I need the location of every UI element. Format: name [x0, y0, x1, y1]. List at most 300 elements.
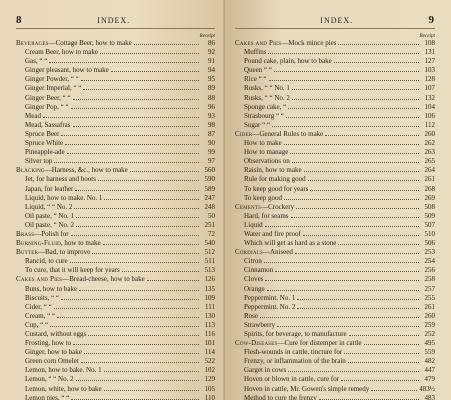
- index-heading: Brass: [16, 229, 35, 238]
- dot-leader: [292, 89, 419, 90]
- receipt-number: 126: [204, 275, 215, 284]
- dot-leader: [334, 62, 419, 63]
- index-entry-label: Strasbourg “ “: [244, 111, 284, 120]
- index-entry: [16, 285, 215, 294]
- right-page-title: INDEX.: [320, 16, 354, 25]
- receipt-number: 91: [208, 57, 215, 66]
- receipt-number: 256: [424, 266, 435, 275]
- index-entry-label: Hard, for seams: [244, 211, 289, 220]
- index-entry-label: Cream, “ “: [25, 311, 56, 320]
- receipt-number: 114: [204, 348, 215, 357]
- index-entry-label: Ginger Imperial, “ “: [25, 84, 82, 93]
- index-entry: [16, 84, 215, 93]
- receipt-number: 506: [424, 239, 435, 248]
- index-entry-label: Hoven in cattle, Mr. Gowen's simple remedy: [244, 384, 370, 393]
- receipt-number: 507: [424, 220, 435, 229]
- right-receipt-column-label: Receipt: [419, 33, 435, 39]
- receipt-number: 112: [424, 120, 435, 129]
- dot-leader: [303, 235, 419, 236]
- index-entry-label: Frosting, how to: [25, 339, 72, 348]
- index-entry: [16, 185, 215, 194]
- dot-leader: [104, 390, 199, 391]
- index-entry: [16, 248, 215, 257]
- index-entry-label: Peppermint. No. 1: [244, 293, 296, 302]
- index-heading: Butter: [16, 248, 38, 257]
- dot-leader: [295, 253, 419, 254]
- dot-leader: [284, 144, 419, 145]
- receipt-number: 94: [208, 66, 215, 75]
- right-page-number: 9: [428, 14, 435, 26]
- index-entry-label: [235, 130, 323, 139]
- index-entry-label: Flesh-wounds in cattle, tincture for: [244, 348, 343, 357]
- receipt-number: 105: [204, 384, 215, 393]
- dot-leader: [54, 162, 199, 163]
- dot-leader: [275, 271, 419, 272]
- receipt-number: 560: [204, 166, 215, 175]
- index-entry-label: Pineapple-ade: [25, 148, 65, 157]
- dot-leader: [79, 290, 199, 291]
- index-entry: [16, 121, 215, 130]
- index-heading: Cider: [235, 129, 253, 138]
- index-entry: [235, 48, 435, 57]
- dot-leader: [349, 335, 419, 336]
- index-entry: [16, 266, 215, 275]
- index-entry: [235, 139, 435, 148]
- dot-leader: [147, 280, 199, 281]
- receipt-number: 508: [424, 202, 435, 211]
- index-heading: Cakes and Pies: [16, 275, 63, 284]
- receipt-number: 495: [424, 339, 435, 348]
- receipt-number: 260: [424, 311, 435, 320]
- receipt-number: 90: [208, 139, 215, 148]
- receipt-number: 107: [424, 84, 435, 93]
- index-entry-label: Cinnamon: [244, 266, 274, 275]
- index-entry-label: [16, 248, 90, 257]
- index-entry: [235, 357, 435, 366]
- index-entry: [16, 321, 215, 330]
- index-entry-label: Hoven or blown in cattle, cure for: [244, 375, 340, 384]
- receipt-number: 113: [204, 320, 215, 329]
- index-entry-label: Spruce Beer: [25, 129, 60, 138]
- dot-leader: [308, 180, 419, 181]
- index-entry: [235, 157, 435, 166]
- receipt-number: 264: [424, 166, 435, 175]
- dot-leader: [364, 344, 420, 345]
- index-entry-label: Rice “ “: [244, 75, 267, 84]
- receipt-number: 109: [204, 293, 215, 302]
- dot-leader: [264, 262, 419, 263]
- receipt-number: 106: [424, 111, 435, 120]
- receipt-number: 92: [208, 48, 215, 57]
- receipt-number: 261: [424, 302, 435, 311]
- index-entry: [235, 94, 435, 103]
- index-heading-rest: —Aniseed: [262, 248, 293, 257]
- index-heading: Cements: [235, 202, 262, 211]
- index-entry-label: Which will get as hard as a stone: [244, 239, 337, 248]
- receipt-number: 254: [424, 257, 435, 266]
- receipt-number: 261: [424, 175, 435, 184]
- index-entry-label: Sugar “ “: [244, 120, 271, 129]
- dot-leader: [84, 353, 199, 354]
- index-entry-label: Liquid, how to make. No. 1: [25, 193, 103, 202]
- dot-leader: [71, 108, 199, 109]
- index-entry: [16, 94, 215, 103]
- index-entry: [235, 148, 435, 157]
- dot-leader: [338, 44, 419, 45]
- index-entry: [16, 312, 215, 321]
- index-heading-rest: —Cottage Beer, how to make: [48, 39, 132, 47]
- dot-leader: [57, 317, 199, 318]
- index-entry-label: Rusks, “ “ No. 2: [244, 93, 290, 102]
- dot-leader: [76, 380, 199, 381]
- receipt-number: 248: [204, 202, 215, 211]
- index-entry: [16, 348, 215, 357]
- receipt-number: 447: [424, 366, 435, 375]
- index-entry: [235, 121, 435, 130]
- index-heading-rest: —Polish for: [34, 229, 69, 238]
- receipt-number: 111: [205, 302, 215, 311]
- index-entry-label: Japan, for leather: [25, 184, 74, 193]
- dot-leader: [122, 271, 199, 272]
- index-entry: [16, 194, 215, 203]
- index-entry: [16, 112, 215, 121]
- index-entry-label: Muffins: [244, 48, 267, 57]
- index-heading: Cakes and Pies: [235, 39, 282, 47]
- index-entry: [16, 75, 215, 84]
- right-index-list: [235, 39, 435, 400]
- receipt-number: 255: [424, 293, 435, 302]
- index-entry: [16, 275, 215, 284]
- receipt-number: 95: [208, 75, 215, 84]
- dot-leader: [92, 253, 199, 254]
- index-entry: [16, 339, 215, 348]
- receipt-number: 257: [424, 284, 435, 293]
- index-entry: [235, 257, 435, 266]
- index-entry-label: Biscuits, “ “: [25, 293, 60, 302]
- receipt-number: 96: [208, 102, 215, 111]
- dot-leader: [67, 153, 199, 154]
- index-entry: [235, 39, 435, 48]
- index-entry-label: [16, 166, 128, 175]
- receipt-number: 247: [204, 193, 215, 202]
- index-entry: [16, 257, 215, 266]
- receipt-number: 589: [204, 184, 215, 193]
- receipt-number: 540: [204, 239, 215, 248]
- left-page-number: 8: [16, 14, 23, 26]
- receipt-number: 130: [204, 311, 215, 320]
- receipt-number: 559: [424, 348, 435, 357]
- dot-leader: [268, 53, 419, 54]
- dot-leader: [75, 190, 199, 191]
- index-entry: [235, 248, 435, 257]
- dot-leader: [286, 117, 419, 118]
- index-entry-label: Lemon pies, “ “: [25, 393, 70, 400]
- index-entry-label: Ginger Beer, “ “: [25, 93, 71, 102]
- dot-leader: [100, 53, 199, 54]
- receipt-number: 101: [204, 339, 215, 348]
- index-entry-label: Raisin, how to make: [244, 166, 302, 175]
- receipt-number: 260: [424, 129, 435, 138]
- dot-leader: [277, 326, 419, 327]
- index-entry: [235, 66, 435, 75]
- dot-leader: [297, 308, 419, 309]
- receipt-number: 483: [424, 393, 435, 400]
- index-heading: Burning-Fluid: [16, 239, 61, 248]
- receipt-number: 99: [208, 148, 215, 157]
- index-heading-rest: , how to make: [60, 239, 101, 248]
- index-entry: [235, 375, 435, 384]
- dot-leader: [81, 80, 199, 81]
- dot-leader: [292, 162, 419, 163]
- dot-leader: [104, 199, 199, 200]
- index-heading: Beverages: [16, 39, 49, 47]
- dot-leader: [76, 226, 199, 227]
- index-entry: [235, 321, 435, 330]
- index-entry: [235, 103, 435, 112]
- right-page: [225, 0, 451, 400]
- receipt-number: 511: [204, 257, 215, 266]
- index-entry: [235, 303, 435, 312]
- dot-leader: [260, 317, 419, 318]
- index-entry: [235, 239, 435, 248]
- dot-leader: [61, 299, 199, 300]
- index-entry: [235, 366, 435, 375]
- index-entry-label: Peppermint. No. 2: [244, 302, 296, 311]
- index-entry: [235, 75, 435, 84]
- index-entry: [235, 166, 435, 175]
- index-entry-label: Mead: [25, 111, 41, 120]
- right-page-header: [235, 14, 435, 29]
- dot-leader: [130, 171, 199, 172]
- dot-leader: [288, 371, 419, 372]
- index-entry-label: Orange: [244, 284, 265, 293]
- index-entry-label: Ginger, how to bake: [25, 348, 82, 357]
- index-entry-label: Liquid, “ “ No. 2: [25, 202, 73, 211]
- index-entry: [235, 312, 435, 321]
- index-entry-label: Citron: [244, 257, 262, 266]
- index-entry-label: Cloves: [244, 275, 264, 284]
- dot-leader: [348, 362, 419, 363]
- dot-leader: [81, 362, 199, 363]
- dot-leader: [50, 326, 199, 327]
- dot-leader: [344, 353, 419, 354]
- receipt-number: 89: [208, 84, 215, 93]
- receipt-number: 252: [424, 330, 435, 338]
- index-entry-label: Water and fire proof: [244, 229, 301, 238]
- index-entry: [235, 294, 435, 303]
- receipt-number: 522: [204, 357, 215, 366]
- index-entry: [235, 212, 435, 221]
- receipt-number: 253: [424, 248, 435, 257]
- index-entry-label: Mead, Sassafras: [25, 120, 71, 129]
- receipt-number: 103: [424, 66, 435, 75]
- receipt-number: 512: [204, 248, 215, 257]
- dot-leader: [88, 335, 199, 336]
- index-entry: [16, 48, 215, 57]
- receipt-number: 97: [208, 157, 215, 166]
- dot-leader: [325, 135, 419, 136]
- index-entry-label: Rule for making good: [244, 175, 306, 184]
- left-index-list: [16, 39, 215, 400]
- dot-leader: [104, 371, 199, 372]
- index-entry-label: Cup, “ “: [25, 320, 49, 329]
- dot-leader: [49, 62, 199, 63]
- index-heading-rest: —Crockery: [261, 202, 295, 211]
- receipt-number: 268: [424, 184, 435, 193]
- receipt-number: 483½: [419, 384, 435, 393]
- index-entry-label: [16, 39, 132, 48]
- dot-leader: [297, 299, 419, 300]
- receipt-number: 265: [424, 157, 435, 166]
- dot-leader: [341, 380, 419, 381]
- index-entry-label: Method to cure the frenzy: [244, 393, 317, 400]
- index-entry-label: Oil paste, “ No. 2: [25, 220, 74, 229]
- receipt-number: 509: [424, 211, 435, 220]
- index-entry: [16, 139, 215, 148]
- index-entry: [235, 230, 435, 239]
- receipt-number: 86: [208, 39, 215, 47]
- index-entry: [16, 330, 215, 339]
- dot-leader: [274, 71, 419, 72]
- receipt-number: 132: [424, 93, 435, 102]
- index-entry: [16, 230, 215, 239]
- dot-leader: [111, 71, 199, 72]
- receipt-number: 479: [424, 375, 435, 384]
- index-heading-rest: —Bread-cheese, how to bake: [62, 275, 145, 284]
- dot-leader: [304, 171, 419, 172]
- index-entry-label: Liquid: [244, 220, 263, 229]
- index-entry: [235, 221, 435, 230]
- receipt-number: 102: [204, 366, 215, 375]
- index-entry-label: Cider, “ “: [25, 302, 52, 311]
- receipt-number: 93: [208, 111, 215, 120]
- dot-leader: [292, 99, 419, 100]
- dot-leader: [296, 208, 419, 209]
- index-entry: [16, 175, 215, 184]
- index-entry-label: Queen “ “: [244, 66, 272, 75]
- index-entry-label: [235, 39, 336, 48]
- left-page: [0, 0, 225, 400]
- index-entry: [16, 203, 215, 212]
- index-heading: Cow-Diseases: [235, 339, 278, 348]
- dot-leader: [65, 144, 199, 145]
- dot-leader: [265, 280, 419, 281]
- left-page-header: [16, 14, 215, 29]
- index-entry-label: Green corn Omelet: [25, 357, 79, 366]
- index-entry: [16, 212, 215, 221]
- dot-leader: [269, 80, 419, 81]
- receipt-number: 262: [424, 139, 435, 148]
- receipt-number: 135: [204, 284, 215, 293]
- index-entry: [235, 130, 435, 139]
- dot-leader: [290, 153, 419, 154]
- dot-leader: [288, 108, 419, 109]
- index-entry-label: Rancid, to cure: [25, 257, 68, 266]
- left-receipt-column-label: Receipt: [199, 33, 215, 39]
- dot-leader: [98, 180, 199, 181]
- index-entry: [16, 157, 215, 166]
- index-entry-label: Spruce White: [25, 139, 64, 148]
- left-page-title: INDEX.: [97, 16, 131, 25]
- index-entry-label: Spirits, for beverage, to manufacture: [244, 330, 347, 338]
- index-entry: [16, 394, 215, 400]
- index-entry-label: Oil paste, “ No. 1: [25, 211, 74, 220]
- dot-leader: [291, 217, 419, 218]
- index-entry-label: Observations on: [244, 157, 290, 166]
- index-entry-label: Cream Beer, how to make: [25, 48, 99, 57]
- dot-leader: [103, 244, 199, 245]
- index-entry: [235, 394, 435, 400]
- index-entry-label: [235, 203, 294, 212]
- index-entry: [16, 221, 215, 230]
- index-entry-label: Lemon, white, how to bake: [25, 384, 102, 393]
- index-entry: [16, 239, 215, 248]
- index-heading-rest: —Mock mince pies: [281, 39, 337, 47]
- index-entry: [235, 57, 435, 66]
- index-entry: [16, 103, 215, 112]
- index-entry-label: Silver top: [25, 157, 53, 166]
- index-entry-label: Gas, “ “: [25, 57, 48, 66]
- index-entry-label: Jet, for harness and boots: [25, 175, 96, 184]
- index-entry: [16, 357, 215, 366]
- dot-leader: [267, 290, 419, 291]
- receipt-number: 259: [424, 320, 435, 329]
- index-entry: [16, 385, 215, 394]
- dot-leader: [310, 190, 419, 191]
- index-entry: [16, 166, 215, 175]
- index-heading: Blacking: [16, 166, 45, 175]
- index-entry-label: Rose: [244, 311, 258, 320]
- index-entry: [16, 294, 215, 303]
- index-entry: [235, 175, 435, 184]
- index-entry-label: Buns, how to bake: [25, 284, 78, 293]
- dot-leader: [284, 199, 419, 200]
- receipt-number: 87: [208, 129, 215, 138]
- index-entry: [235, 203, 435, 212]
- index-entry-label: [16, 239, 101, 248]
- dot-leader: [73, 99, 199, 100]
- index-entry: [235, 339, 435, 348]
- receipt-number: 263: [424, 148, 435, 157]
- index-entry-label: Custard, without eggs: [25, 330, 87, 338]
- receipt-number: 127: [424, 57, 435, 66]
- index-heading-rest: —Bad, to improve: [37, 248, 91, 257]
- index-entry-label: Sponge cake, “: [244, 102, 287, 111]
- dot-leader: [272, 126, 419, 127]
- receipt-number: 129: [204, 375, 215, 384]
- index-heading-rest: —General Rules to make: [252, 129, 324, 138]
- dot-leader: [54, 308, 199, 309]
- index-entry: [16, 39, 215, 48]
- index-entry: [16, 366, 215, 375]
- index-entry-label: Strawberry: [244, 320, 276, 329]
- index-entry-label: [235, 339, 362, 348]
- index-entry-label: How to make: [244, 139, 282, 148]
- receipt-number: 251: [204, 220, 215, 229]
- dot-leader: [134, 44, 199, 45]
- dot-leader: [73, 126, 200, 127]
- index-entry-label: Frenzy, or inflammation of the brain: [244, 357, 346, 366]
- dot-leader: [43, 117, 199, 118]
- index-entry: [16, 66, 215, 75]
- dot-leader: [61, 135, 199, 136]
- index-entry-label: Ginger pleasant, how to make: [25, 66, 109, 75]
- receipt-number: 72: [208, 229, 215, 238]
- index-entry-label: Pound cake, plain, how to bake: [244, 57, 332, 66]
- index-entry-label: To keep good: [244, 193, 283, 202]
- receipt-number: 590: [204, 175, 215, 184]
- receipt-number: 88: [208, 93, 215, 102]
